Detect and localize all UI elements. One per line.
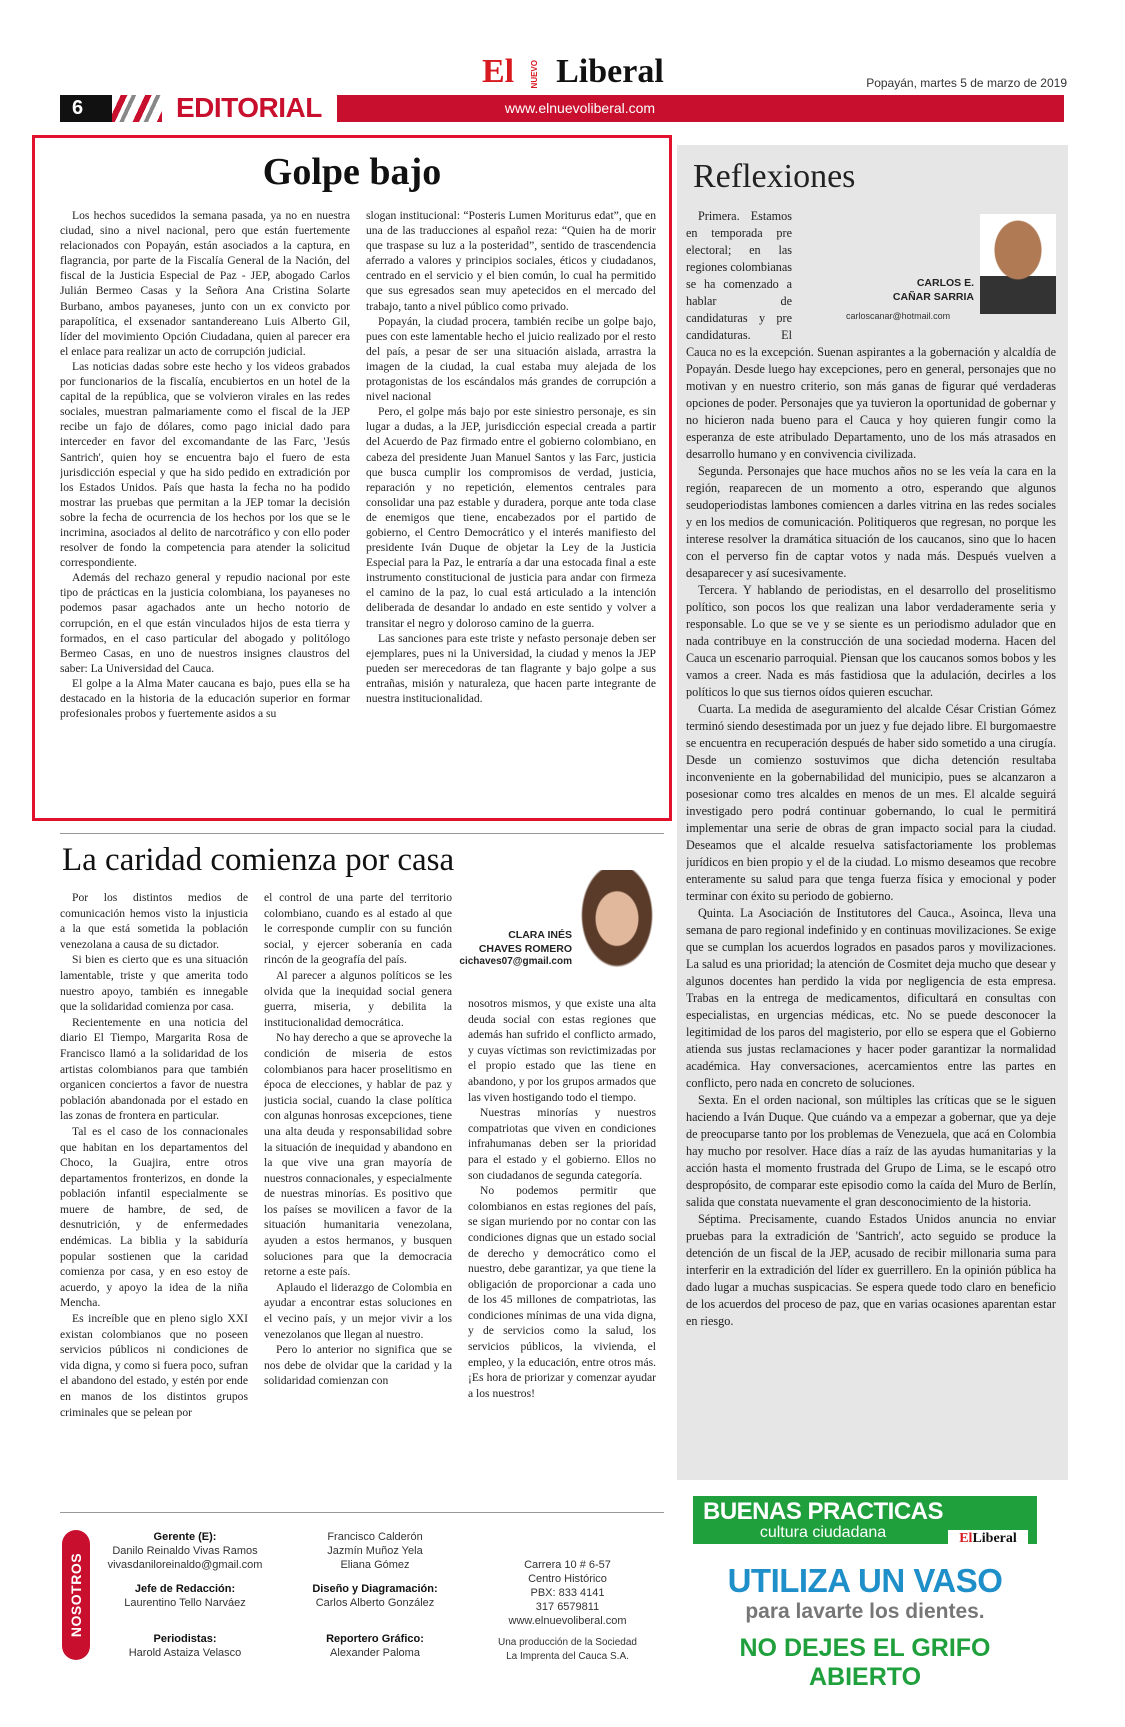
- ad-logo: [948, 1530, 1028, 1548]
- dateline: Popayán, martes 5 de marzo de 2019: [866, 76, 1067, 90]
- logo-nuevo: NUEVO: [530, 59, 540, 89]
- paragraph: Quinta. La Asociación de Institutores del Cauca., Asoinca, lleva una semana de paro regional indefinido y en continuas movilizaciones. Se exige que se cumplan los acuerdos logrados en pasados paros y movilizaciones. La salud es una prioridad; la atención de Cosmitet deja mucho que desear y algunos docentes han perdido la vida por negligencia de esta empresa. Trabas en la entrega de medicamentos, dificultará en consultas con especialistas, en urgencias médicas, etc. No se puede desconocer la legitimidad de los paros del magisterio, por ello se espera que el Gobierno atienda sus justas reclamaciones y hacer poder garantizar la normalidad académica. Hay conversaciones, acercamientos entre las partes en conflicto, pero nada en concreto de soluciones.: [686, 906, 1056, 1090]
- divider: [60, 1512, 664, 1513]
- caridad-column-2: [264, 890, 452, 1488]
- paragraph: el control de una parte del territorio colombiano, cuando es al estado al que le corresponde cumplir con su función social, y ejercer soberanía en cada rincón de la geografía del país.: [264, 891, 452, 967]
- author-email[interactable]: cichaves07@gmail.com: [459, 956, 572, 967]
- staff-label: Gerente (E):: [153, 1531, 217, 1543]
- paragraph: Es increíble que en pleno siglo XXI existan colombianos que no poseen servicios públicos ni condiciones de vida digna, y como si fuera poco, sufran el abandono del estado, y estén por ende en manos de los distintos grupos criminales que se pelean por: [60, 1312, 248, 1419]
- paragraph: nosotros mismos, y que existe una alta deuda social con estas regiones que además han sufrido el conflicto armado, y cuyas víctimas son revictimizadas por el propio estado que las tiene en abandono, y por los grupos armados que las viven hostigando todo el tiempo.: [468, 997, 656, 1104]
- staff-periodistas: [100, 1632, 270, 1660]
- paragraph: Pero lo anterior no significa que se nos debe de olvidar que la caridad y la solidaridad comienzan con: [264, 1343, 452, 1388]
- ad-line-2: para lavarte los dientes.: [745, 1600, 985, 1623]
- paragraph: Pero, el golpe más bajo por este siniestro personaje, es sin lugar a dudas, a la JEP, jurisdicción especial creada a partir del Acuerdo de Paz firmado entre el gobierno colombiano, en cabeza del presidente Juan Manuel Santos y las Farc, justicia que busca cumplir los compromisos de verdad, justicia, reparación y no repetición, elementos centrales para consolidar una paz estable y duradera, porque ante toda clase de enemigos que tiene, encabezados por el partido de gobierno, el Centro Democrático y el interés manifiesto del presidente Iván Duque de objetar la Ley de la Justicia Especial para la Paz, le entraría a dar una estocada final a este instrumento constitucional de justicia para andar con firmeza el camino de la paz, lo cual está articulado a la intención deliberada de desandar lo andado en este sentido y volver a transitar el negro y doloroso camino de la guerra.: [366, 405, 656, 630]
- paragraph: El golpe a la Alma Mater caucana es bajo, pues ella se ha destacado en la historia de la educación superior en formar profesionales probos y fuertemente asidos a su: [60, 676, 350, 721]
- staff-periodistas-list: [290, 1530, 460, 1572]
- staff-name: Alexander Paloma: [330, 1647, 420, 1659]
- author-name: [854, 276, 974, 304]
- paragraph: Recientemente en una noticia del diario El Tiempo, Margarita Rosa de Francisco llamó a la solidaridad de los artistas colombianos para que también organicen conciertos a favor de nuestra población abandonada por el estado en las zonas de frontera en particular.: [60, 1015, 248, 1123]
- paragraph: Si bien es cierto que es una situación lamentable, triste y que amerita todo nuestro apoyo, también es innegable que la solidaridad comienza por casa.: [60, 953, 248, 1014]
- author-name-line-1: CLARA INÉS: [508, 929, 572, 941]
- paragraph: slogan institucional: “Posteris Lumen Moriturus edat”, que en una de las traducciones al español reza: “Quien ha de morir que traspase su luz a la posteridad”, sentido de trascendencia aferrado a valores y principios sociales, éticos y ciudadanos, centrado en el servicio y el bien común, lo cual ha permitido que sus egresados sean muy apetecidos en el mercado del trabajo, tanto a nivel público como privado.: [366, 209, 656, 313]
- staff-name: Harold Astaiza Velasco: [128, 1647, 242, 1659]
- paragraph: Primera. Estamos en temporada pre electoral; en las regiones colombianas se ha comenzado a hablar de candidaturas y pre candidaturas. El Cauca no es la excepción. Suenan aspirantes a la gobernación y alcaldía de Popayán. Desde luego hay excepciones, pero en general, personajes que no motivan y en nuestro criterio, son más ganas de figurar qué verdaderas opciones de poder. Personajes que ya tuvieron la oportunidad de gobernar y no hicieron nada bueno para el Cauca y hoy quieren fungir como la esperanza de este atribulado Departamento, uno de los más atrasados en desarrollo humano y en convivencia civilizada.: [686, 209, 1056, 461]
- staff-name: Eliana Gómez: [340, 1559, 410, 1571]
- author-email[interactable]: carloscanar@hotmail.com: [846, 311, 951, 321]
- editorial-column-2: [366, 208, 656, 813]
- production-credit: [480, 1636, 655, 1664]
- phone-line: 317 6579811: [535, 1601, 600, 1613]
- staff-label: Diseño y Diagramación:: [312, 1583, 438, 1595]
- staff-label: Reportero Gráfico:: [326, 1633, 424, 1645]
- paragraph: Tercera. Y hablando de periodistas, en el desarrollo del proselitismo político, son pocos los que realizan una labor verdaderamente seria y responsable. Lo que se ve y se siente es un periodismo adulador que en nada contribuye en la construcción de una sociedad moderna. Hacen del Cauca un escenario parroquial. Piensan que los caucanos somos bobos y les vamos a creer. Nada es más fastidiosa que la adulación, decirles a los políticos lo que sus tiernos oídos quieren escuchar.: [686, 583, 1056, 699]
- ad-line-1: UTILIZA UN VASO: [727, 1562, 1003, 1599]
- staff-name: Carlos Alberto González: [315, 1597, 435, 1609]
- ad-line-3: NO DEJES EL GRIFO ABIERTO: [739, 1634, 991, 1691]
- column-title: La caridad comienza por casa: [62, 842, 455, 878]
- phone-line: PBX: 833 4141: [530, 1587, 605, 1599]
- address-line: Carrera 10 # 6-57: [524, 1559, 611, 1571]
- staff-gerente: [100, 1530, 270, 1572]
- editorial-title: Golpe bajo: [262, 151, 442, 193]
- paragraph: Las sanciones para este triste y nefasto personaje deben ser ejemplares, pues ni la Universidad, la ciudad y menos la JEP pueden ser merecedoras de tan flagrante y bajo golpe a sus entrañas, misión y naturaleza, que hacen parte integrante de nuestra institucionalidad.: [366, 631, 656, 705]
- caridad-column-1: [60, 890, 248, 1488]
- ad-logo-el: El: [959, 1531, 973, 1546]
- paragraph: Séptima. Precisamente, cuando Estados Unidos anuncia no enviar pruebas para la extradición de 'Santrich', acto seguido se produce la detención de un fiscal de la JEP, acusado de recibir millonaria suma para interferir en la extradición del líder ex guerrillero. En la opinión pública ha dado lugar a muchas suspicacias. Se espera quede todo claro en beneficio de los acuerdos del proceso de paz, que en varias ocasiones aparentan estar en riesgo.: [686, 1212, 1056, 1328]
- ad-title: BUENAS PRACTICAS: [702, 1498, 943, 1525]
- contact-address: [480, 1558, 655, 1628]
- section-title: EDITORIAL: [162, 91, 337, 125]
- staff-diseno: [290, 1582, 460, 1610]
- author-photo: [980, 214, 1056, 314]
- staff-label: Periodistas:: [153, 1633, 217, 1645]
- author-name-line-2: CHAVES ROMERO: [478, 943, 572, 955]
- paragraph: Cuarta. La medida de aseguramiento del alcalde César Cristian Gómez terminó siendo desestimada por un juez y fue dejado libre. El burgomaestre se encuentra en recuperación después de haber sido sometido a una cirugía. Desde un comienzo sostuvimos que dicha detención resultaba inconveniente en la gobernabilidad del municipio, pues se alcanzaron a posesionar como tres alcaldes en menos de un mes. El alcalde seguirá investigado pero podrá continuar gobernando, lo cual le permitirá implementar una serie de obras de gran impacto social para la ciudad. Deseamos que el alcalde resuelva satisfactoriamente los problemas jurídicos en bien propio y el de la ciudad. Lo mismo deseamos que recobre enteramente su salud para que tenga fuerza física y emocional y poder terminar con éxito su periodo de gobierno.: [686, 702, 1056, 903]
- divider: [60, 833, 664, 834]
- author-name-line-2: CAÑAR SARRIA: [892, 291, 974, 303]
- author-name: [440, 928, 572, 956]
- staff-name: Jazmín Muñoz Yela: [327, 1545, 423, 1557]
- paragraph: Los hechos sucedidos la semana pasada, ya no en nuestra ciudad, sino a nivel nacional, pero que están fuertemente relacionados con Popayán, están asociados a la captura, en flagrancia, por parte de la Fiscalía General de la Nación, del fiscal de la Justicia Especial de Paz - JEP, abogado Carlos Julián Bermeo Casas y la Señora Ana Cristina Solarte Burbano, ambos payaneses, junto con un ex convicto por parapolítica, el exsenador santandereano Luis Alberto Gil, líder del movimiento Opción Ciudadana, quien al parecer era el enlace para realizar un acto de corrupción judicial.: [60, 209, 350, 358]
- nosotros-badge: [62, 1530, 90, 1660]
- paragraph: Sexta. En el orden nacional, son múltiples las críticas que se le siguen haciendo a Iván Duque. Que cuándo va a empezar a gobernar, que ya deje de preocuparse tanto por los problemas de Venezuela, que acá en Colombia hay mucho por resolver. Hace días a raíz de las ayudas humanitarias y la acción hasta el momento frustrada del Grupo de Lima, se le escapó otro despropósito, de comparar este episodio como la caída del Muro de Berlín, salida que constata nuevamente el gran desconocimiento de la historia.: [686, 1093, 1056, 1209]
- paragraph: Por los distintos medios de comunicación hemos visto la injusticia a la que está sometida la población venezolana a causa de su dictador.: [60, 891, 248, 951]
- paragraph: Nuestras minorías y nuestros compatriotas que viven en condiciones infrahumanas deben ser la prioridad para el estado y el gobierno. Ellos no son ciudadanos de segunda categoría.: [468, 1106, 656, 1182]
- reflexiones-title: Reflexiones: [693, 158, 856, 195]
- caridad-column-3: [468, 996, 656, 1488]
- header-stripes: [112, 95, 164, 122]
- newspaper-logo: [482, 52, 664, 92]
- paragraph: Tal es el caso de los connacionales que habitan en los departamentos del Choco, la Guajira, entre otros departamentos fronterizos, en donde la población infantil especialmente se muere de hambre, de sed, de desnutrición, y de enfermedades endémicas. La biblia y la sabiduría popular sostienen que la caridad comienza por casa, y en eso estoy de acuerdo, y apoyo la idea de la niña Mencha.: [60, 1124, 248, 1310]
- paragraph: Popayán, la ciudad procera, también recibe un golpe bajo, pues con este lamentable hecho el juicio realizado por el resto del país, a pesar de ser una situación aislada, arrastra la imagen de la ciudad, la cual estaba muy alejada de los protagonistas de los escándalos más grandes de corrupción a nivel nacional: [366, 314, 656, 404]
- nosotros-label: NOSOTROS: [68, 1552, 84, 1638]
- reflexiones-column: [686, 208, 1056, 1470]
- ad-subtitle: cultura ciudadana: [759, 1524, 887, 1541]
- editorial-column-1: [60, 208, 350, 813]
- paragraph: No podemos permitir que colombianos en estas regiones del país, se sigan muriendo por no contar con las condiciones dignas que un estado social de derecho y democrático como el nuestro, debe garantizar, ya que tiene la obligación de proporcionar a cada uno de los 45 millones de compatriotas, las condiciones mínimas de una vida digna, y de servicios como la salud, los servicios públicos, la vivienda, el empleo, y la educación, entre otros más. ¡Es hora de priorizar y comenzar ayudar a los nuestros!: [468, 1184, 656, 1400]
- logo-liberal: Liberal: [556, 53, 664, 90]
- staff-jefe: [100, 1582, 270, 1610]
- site-url[interactable]: www.elnuevoliberal.com: [508, 1615, 627, 1627]
- paragraph: Segunda. Personajes que hace muchos años no se les veía la cara en la región, reaparecen de un momento a otro, esperando que algunos seudoperiodistas lambones comiencen a darles vitrina en las redes sociales y en los medios de comunicación. Politiqueros que regresan, no porque les interese resolver la dramática situación de los caucanos, sino que lo hacen con el perverso fin de captar votos y nada más. Después vuelven a desaparecer y así sucesivamente.: [686, 464, 1056, 580]
- credit-line: La Imprenta del Cauca S.A.: [506, 1651, 629, 1662]
- author-name-line-1: CARLOS E.: [916, 277, 974, 289]
- staff-name: Danilo Reinaldo Vivas Ramos: [112, 1545, 258, 1557]
- staff-name: Francisco Calderón: [327, 1531, 423, 1543]
- paragraph: No hay derecho a que se aproveche la condición de miseria de estos colombianos para hacer proselitismo en época de elecciones, y hablar de paz y justicia social, cuando la clase política con algunas honrosas excepciones, tiene una alta deuda y responsabilidad sobre la situación de inequidad y abandono en la que vive una gran mayoría de nuestros connacionales, y especialmente de nuestras minorías. Es positivo que los países se movilicen a favor de la situación humanitaria venezolana, ayuden a estos hermanos, y busquen soluciones para que la democracia retorne a este país.: [264, 1031, 452, 1279]
- staff-reportero: [290, 1632, 460, 1660]
- logo-el: El: [482, 53, 515, 90]
- author-byline: [796, 208, 1056, 336]
- author-photo: [578, 870, 656, 978]
- paragraph: Al parecer a algunos políticos se les olvida que la inequidad social genera guerra, miseria, y debilita la institucionalidad democrática.: [264, 968, 452, 1029]
- address-line: Centro Histórico: [528, 1573, 607, 1585]
- credit-line: Una producción de la Sociedad: [498, 1637, 637, 1648]
- paragraph: Aplaudo el liderazgo de Colombia en ayudar a encontrar estas soluciones en el vecino país, y un mejor vivir a los venezolanos que llegan al nuestro.: [264, 1280, 452, 1341]
- ad-logo-liberal: Liberal: [972, 1531, 1017, 1546]
- site-url[interactable]: www.elnuevoliberal.com: [504, 100, 656, 116]
- paragraph: Además del rechazo general y repudio nacional por este tipo de prácticas en la justicia colombiana, los payaneses no podemos pasar agachados ante un hecho notorio de corrupción, en el que están vinculados hijos de esta tierra y formados, en el caso particular del abogado y politólogo Bermeo Casas, en uno de nuestros insignes claustros del saber: La Universidad del Cauca.: [60, 571, 350, 675]
- staff-email[interactable]: vivasdaniloreinaldo@gmail.com: [107, 1559, 263, 1571]
- staff-label: Jefe de Redacción:: [134, 1583, 236, 1595]
- page-number: 6: [60, 95, 112, 122]
- paragraph: Las noticias dadas sobre este hecho y los videos grabados por funcionarios de la fiscalía, encubiertos en un hotel de la capital de la república, que se volvieron virales en las redes sociales, muestran palmariamente como el fiscal de la JEP recibe un fajo de dólares, como pago inicial dado para interceder en favor del excomandante de las Farc, 'Jesús Santrich', quien hoy se encuentra bajo el fuero de esta jurisdicción especial y que ha sido pedido en extradición por los Estados Unidos. País que hasta la fecha no ha podido mostrar las pruebas que permitan a la JEP tomar la decisión sobre la fecha de ocurrencia de los hechos por los que se le incrimina, asociados al delito de narcotráfico y con ello poder resolver de fondo la competencia para atender la solicitud correspondiente.: [60, 359, 350, 570]
- staff-name: Laurentino Tello Narváez: [124, 1597, 246, 1609]
